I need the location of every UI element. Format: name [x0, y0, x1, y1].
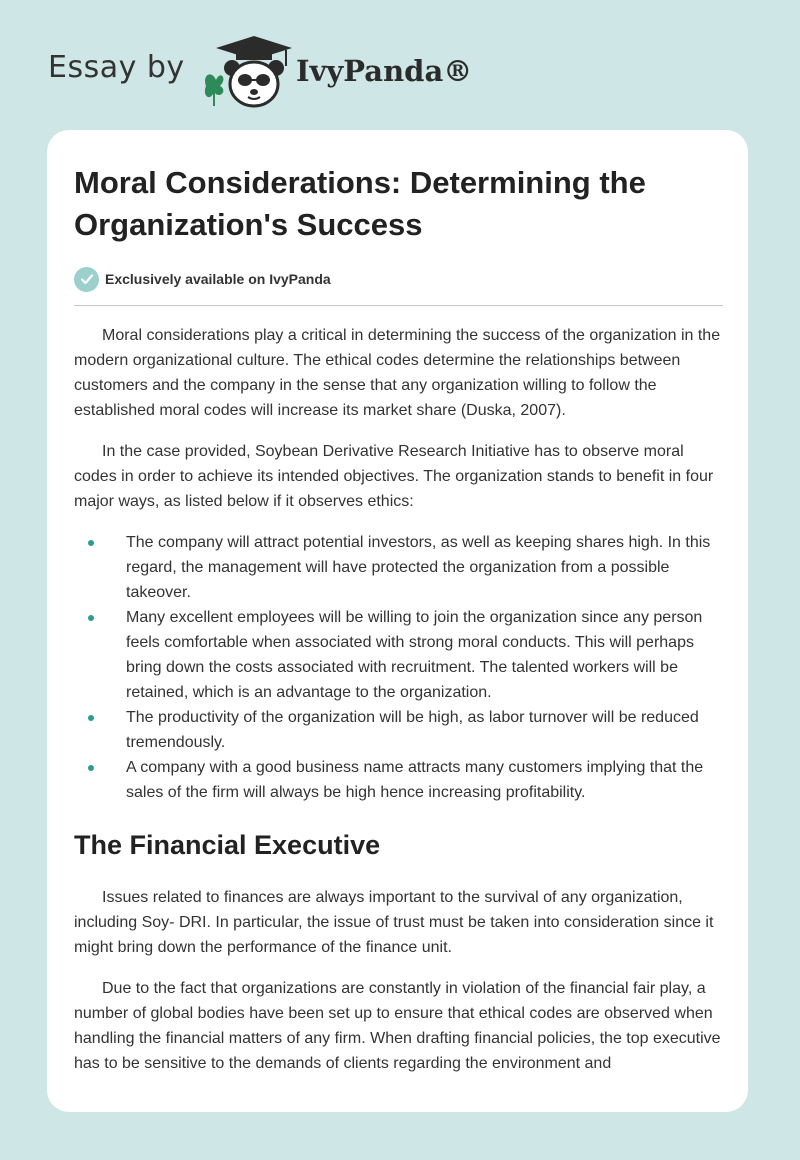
- paragraph: Due to the fact that organizations are constantly in violation of the financial fair play, a number of global bodies have been set up to ensure that ethical codes are observed when handling the financial matters of any firm. When drafting financial policies, the top executive has to be sensitive to the demands of clients regarding the environment and: [74, 980, 721, 1072]
- list-item: [74, 530, 723, 605]
- bullet-icon: [88, 765, 94, 771]
- bullet-icon: [88, 715, 94, 721]
- benefits-list: [74, 530, 723, 805]
- list-item-text: A company with a good business name attracts many customers implying that the sales of the firm will always be high hence increasing profitability.: [126, 759, 704, 801]
- divider: [74, 305, 723, 306]
- site-header: [46, 32, 473, 112]
- list-item-text: Many excellent employees will be willing to join the organization since any person feels comfortable when associated with strong moral conducts. This will perhaps bring down the costs associated with recruitment. The talented workers will be retained, which is an advantage to the organization.: [126, 609, 703, 701]
- list-item-text: The productivity of the organization will be high, as labor turnover will be reduced tremendously.: [126, 709, 699, 751]
- list-item: [74, 755, 723, 805]
- essay-by-text: Essay by: [48, 50, 185, 85]
- checkmark-icon: [74, 267, 99, 292]
- exclusive-badge: [74, 266, 723, 292]
- list-item: [74, 705, 723, 755]
- essay-title: Moral Considerations: Determining the Organization's Success: [74, 165, 646, 242]
- bullet-icon: [88, 615, 94, 621]
- brand-name[interactable]: IvyPanda®: [296, 54, 473, 88]
- bullet-icon: [88, 540, 94, 546]
- essay-card: [47, 130, 748, 1112]
- list-item-text: The company will attract potential investors, as well as keeping shares high. In this regard, the management will have protected the organization from a possible takeover.: [126, 534, 711, 601]
- section-heading: The Financial Executive: [74, 830, 381, 860]
- exclusive-label: Exclusively available on IvyPanda: [105, 271, 331, 287]
- paragraph: Moral considerations play a critical in determining the success of the organization in the modern organizational culture. The ethical codes determine the relationships between customers and the company in the sense that any organization willing to follow the established moral codes will increase its market share (Duska, 2007).: [74, 327, 721, 419]
- paragraph: In the case provided, Soybean Derivative Research Initiative has to observe moral codes in order to achieve its intended objectives. The organization stands to benefit in four major ways, as listed below if it observes ethics:: [74, 443, 714, 510]
- list-item: [74, 605, 723, 705]
- panda-logo-icon: [202, 34, 294, 110]
- essay-content: [74, 162, 723, 1076]
- paragraph: Issues related to finances are always important to the survival of any organization, including Soy- DRI. In particular, the issue of trust must be taken into consideration since it might bring down the performance of the finance unit.: [74, 889, 714, 956]
